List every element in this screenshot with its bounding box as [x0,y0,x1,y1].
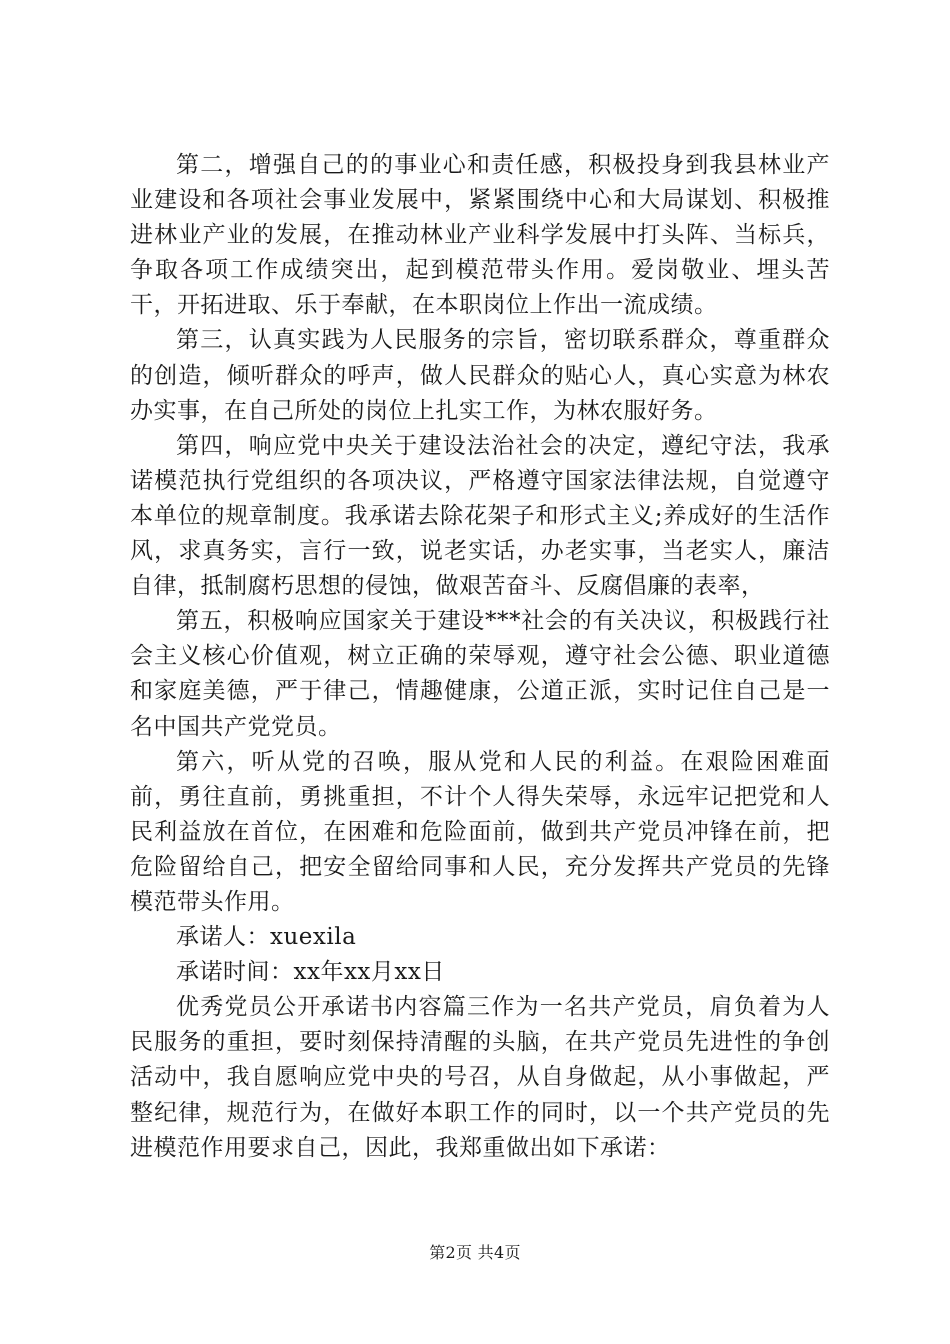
commitment-date-line: 承诺时间：xx年xx月xx日 [176,959,445,986]
page-number-footer: 第2页 共4页 [429,1243,521,1262]
signatory-line: 承诺人：xuexila [176,924,357,951]
paragraph-second-commitment: 第二，增强自己的的事业心和责任感，积极投身到我县林业产业建设和各项社会事业发展中，紧紧围绕中心和大局谋划、积极推进林业产业的发展，在推动林业产业科学发展中打头阵、当标兵，争取各项工作成绩突出，起到模范带头作用。爱岗敬业、埋头苦干，开拓进取、乐于奉献，在本职岗位上作出一流成绩。 [130,152,830,319]
paragraph-fifth-commitment: 第五，积极响应国家关于建设***社会的有关决议，积极践行社会主义核心价值观，树立正确的荣辱观，遵守社会公德、职业道德和家庭美德，严于律己，情趣健康，公道正派，实时记住自己是一名中国共产党党员。 [130,608,830,740]
document-body [130,148,830,1166]
paragraph-sixth-commitment: 第六，听从党的召唤，服从党和人民的利益。在艰险困难面前，勇往直前，勇挑重担，不计个人得失荣辱，永远牢记把党和人民利益放在首位，在困难和危险面前，做到共产党员冲锋在前，把危险留给自己，把安全留给同事和人民，充分发挥共产党员的先锋模范带头作用。 [130,748,830,915]
paragraph-part-three-intro: 优秀党员公开承诺书内容篇三作为一名共产党员，肩负着为人民服务的重担，要时刻保持清醒的头脑，在共产党员先进性的争创活动中，我自愿响应党中央的号召，从自身做起，从小事做起，严整纪律，规范行为，在做好本职工作的同时，以一个共产党员的先进模范作用要求自己，因此，我郑重做出如下承诺： [130,994,830,1161]
paragraph-fourth-commitment: 第四，响应党中央关于建设法治社会的决定，遵纪守法，我承诺模范执行党组织的各项决议，严格遵守国家法律法规，自觉遵守本单位的规章制度。我承诺去除花架子和形式主义;养成好的生活作风，求真务实，言行一致，说老实话，办老实事，当老实人，廉洁自律，抵制腐朽思想的侵蚀，做艰苦奋斗、反腐倡廉的表率， [130,432,830,600]
paragraph-third-commitment: 第三，认真实践为人民服务的宗旨，密切联系群众，尊重群众的创造，倾听群众的呼声，做人民群众的贴心人，真心实意为林农办实事，在自己所处的岗位上扎实工作，为林农服好务。 [130,327,830,424]
